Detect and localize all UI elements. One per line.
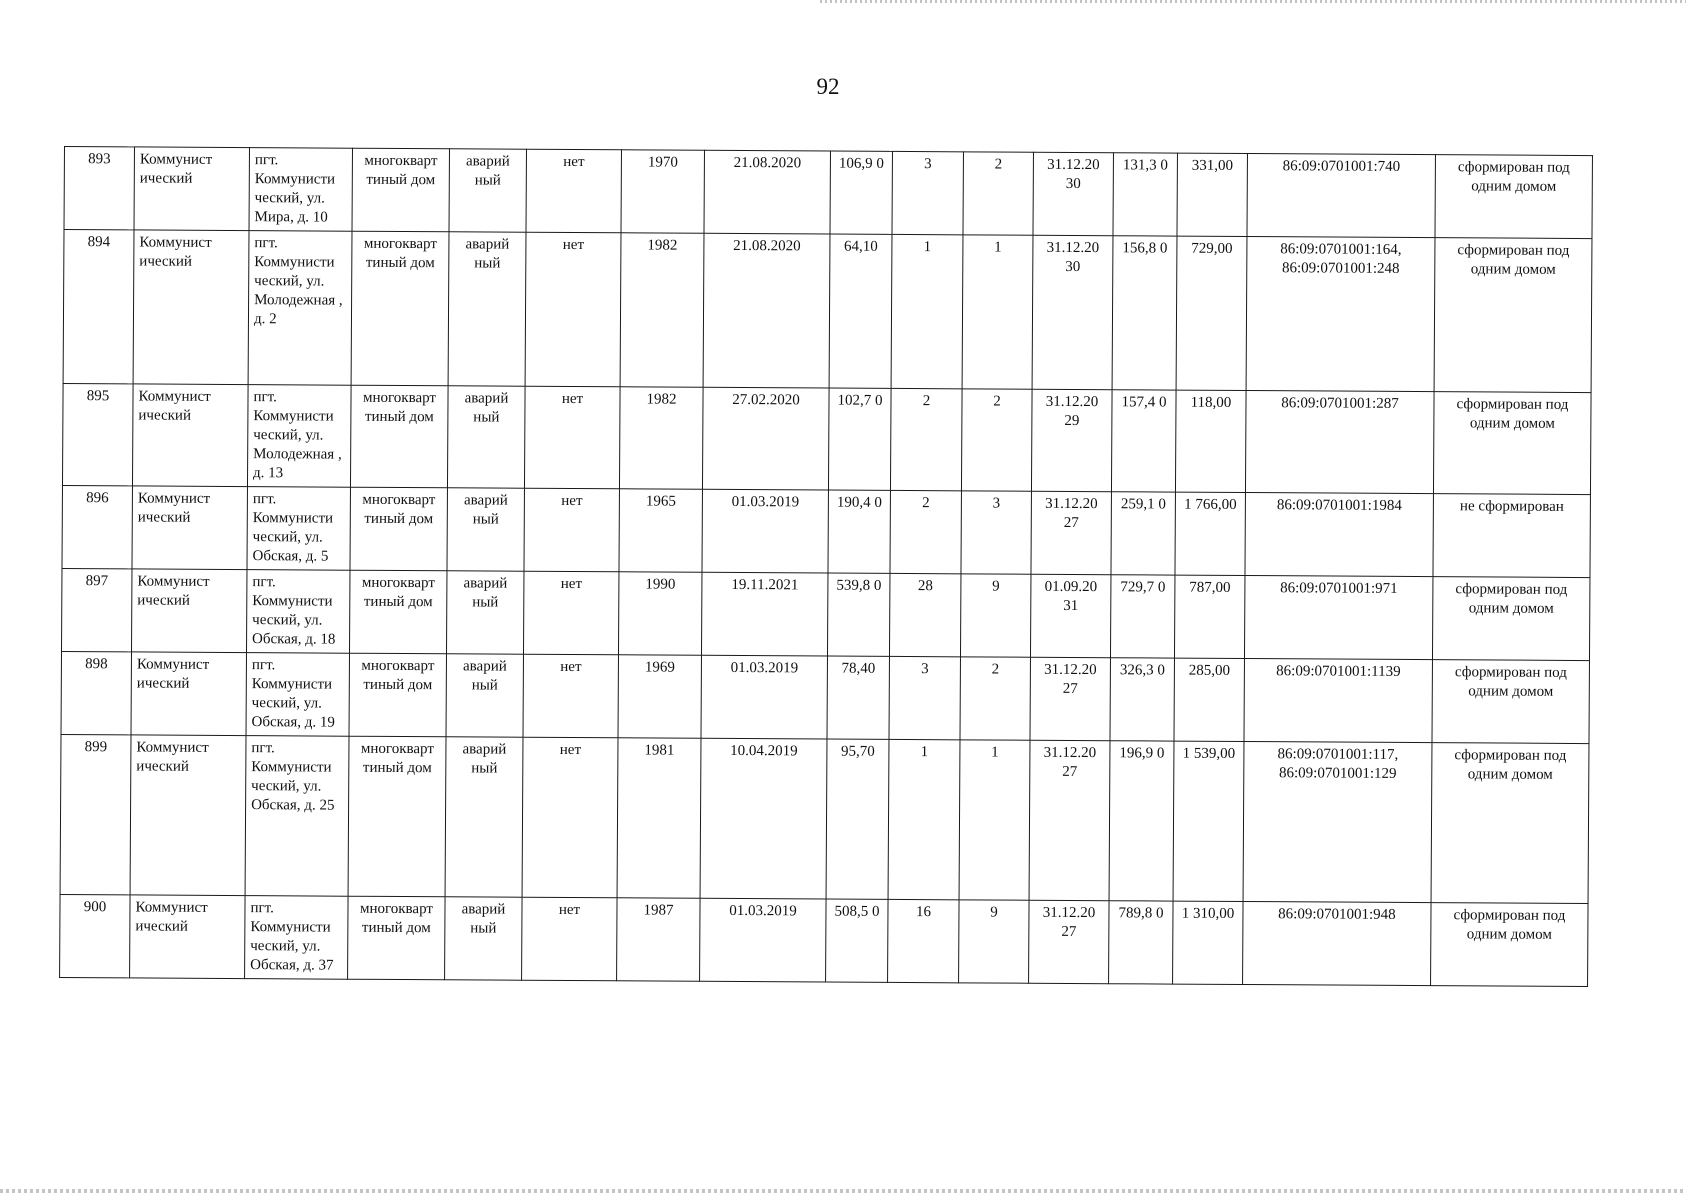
cell-row-number: 900 [60, 894, 130, 977]
cell-house-type: многокварт тиный дом [352, 148, 449, 232]
cell-date: 10.04.2019 [700, 738, 827, 899]
cell-land-area: 331,00 [1177, 153, 1247, 236]
cell-count-a: 2 [890, 388, 962, 490]
cell-deadline: 31.12.20 27 [1030, 657, 1110, 740]
cell-house-type: многокварт тиный дом [348, 896, 445, 980]
cell-municipality: Коммунист ический [132, 384, 248, 487]
cell-municipality: Коммунист ический [134, 147, 249, 231]
table-row [64, 147, 1592, 239]
cell-count-a: 3 [892, 151, 963, 234]
cell-year: 1965 [619, 489, 702, 572]
cell-municipality: Коммунист ический [130, 735, 246, 896]
cell-condition: аварий ный [448, 232, 526, 386]
table-row [60, 734, 1589, 903]
cell-flag: нет [526, 149, 621, 233]
cell-land-area: 118,00 [1175, 390, 1246, 492]
cell-condition: аварий ный [445, 897, 522, 980]
cell-area-2: 131,3 0 [1113, 153, 1177, 236]
cell-house-type: многокварт тиный дом [349, 653, 446, 737]
cell-house-type: многокварт тиный дом [350, 385, 448, 488]
cell-land-area: 729,00 [1176, 236, 1247, 390]
cell-land-status: сформирован под одним домом [1432, 660, 1589, 744]
cell-land-area: 285,00 [1174, 658, 1244, 741]
table-row [63, 230, 1592, 393]
cell-area-2: 156,8 0 [1112, 236, 1177, 390]
cell-area-2: 157,4 0 [1111, 390, 1176, 492]
cell-area-2: 789,8 0 [1109, 901, 1173, 984]
cell-year: 1987 [617, 898, 700, 981]
cell-date: 21.08.2020 [703, 233, 830, 388]
cell-count-a: 16 [888, 899, 959, 982]
cell-count-a: 1 [888, 739, 960, 899]
cell-municipality: Коммунист ический [130, 895, 245, 979]
table-body [60, 147, 1593, 987]
cell-land-status: сформирован под одним домом [1435, 155, 1592, 239]
cell-cadastral-number: 86:09:0701001:971 [1244, 576, 1432, 660]
cell-area: 78,40 [827, 656, 889, 739]
cell-area: 508,5 0 [826, 899, 888, 982]
cell-cadastral-number: 86:09:0701001:164, 86:09:0701001:248 [1246, 237, 1435, 392]
cell-count-a: 28 [889, 573, 960, 656]
cell-date: 01.03.2019 [702, 489, 828, 573]
cell-year: 1990 [618, 572, 701, 655]
table-row [61, 651, 1589, 743]
cell-land-status: сформирован под одним домом [1434, 238, 1592, 393]
cell-area: 106,9 0 [830, 151, 892, 234]
cell-house-type: многокварт тиный дом [349, 570, 446, 654]
cell-area: 95,70 [826, 739, 889, 899]
cell-count-a: 3 [889, 656, 960, 739]
cell-land-area: 1 310,00 [1173, 901, 1243, 984]
cell-condition: аварий ный [446, 571, 523, 654]
cell-condition: аварий ный [446, 654, 523, 737]
cell-land-area: 1 539,00 [1173, 741, 1244, 901]
cell-cadastral-number: 86:09:0701001:1139 [1244, 659, 1432, 743]
cell-land-status: сформирован под одним домом [1433, 392, 1591, 495]
cell-cadastral-number: 86:09:0701001:948 [1243, 902, 1431, 986]
cell-municipality: Коммунист ический [132, 486, 247, 570]
cell-municipality: Коммунист ический [131, 569, 246, 653]
cell-flag: нет [522, 737, 618, 898]
cell-flag: нет [524, 386, 620, 489]
cell-land-status: сформирован под одним домом [1432, 577, 1589, 661]
cell-row-number: 899 [60, 734, 131, 894]
cell-land-area: 787,00 [1174, 575, 1244, 658]
cell-count-b: 2 [960, 657, 1030, 740]
cell-condition: аварий ный [447, 488, 524, 571]
cell-flag: нет [524, 488, 619, 572]
cell-flag: нет [523, 571, 618, 655]
cell-row-number: 896 [62, 485, 132, 568]
cell-row-number: 895 [62, 383, 133, 485]
cell-count-a: 1 [891, 234, 963, 388]
cell-cadastral-number: 86:09:0701001:117, 86:09:0701001:129 [1243, 742, 1432, 903]
cell-address: пгт. Коммунисти ческий, ул. Обская, д. 37 [245, 896, 348, 980]
cell-area-2: 259,1 0 [1111, 492, 1175, 575]
cell-deadline: 31.12.20 29 [1031, 389, 1112, 491]
cell-land-status: сформирован под одним домом [1431, 903, 1588, 987]
cell-area: 190,4 0 [828, 490, 890, 573]
cell-condition: аварий ный [445, 737, 523, 897]
table-row [60, 894, 1588, 986]
cell-count-a: 2 [890, 490, 961, 573]
cell-address: пгт. Коммунисти ческий, ул. Обская, д. 19 [246, 653, 349, 737]
cell-deadline: 31.12.20 27 [1031, 491, 1111, 574]
cell-house-type: многокварт тиный дом [351, 231, 449, 386]
cell-municipality: Коммунист ический [131, 652, 246, 736]
cell-condition: аварий ный [447, 386, 525, 488]
cell-land-status: не сформирован [1433, 494, 1590, 578]
cell-count-b: 2 [963, 152, 1033, 235]
cell-count-b: 9 [960, 574, 1030, 657]
cell-area-2: 326,3 0 [1110, 658, 1174, 741]
cell-cadastral-number: 86:09:0701001:740 [1247, 154, 1435, 238]
cell-row-number: 893 [64, 147, 134, 230]
scan-edge-bottom [0, 1189, 1686, 1193]
cell-deadline: 01.09.20 31 [1030, 574, 1110, 657]
cell-area: 102,7 0 [828, 388, 891, 490]
cell-count-b: 3 [961, 491, 1031, 574]
cell-date: 21.08.2020 [704, 150, 830, 234]
cell-count-b: 1 [959, 740, 1030, 900]
cell-condition: аварий ный [449, 149, 526, 232]
cell-area-2: 729,7 0 [1110, 575, 1174, 658]
cell-count-b: 9 [959, 900, 1029, 983]
cell-year: 1981 [617, 738, 701, 898]
cell-address: пгт. Коммунисти ческий, ул. Молодежная , д. 2 [248, 231, 352, 386]
cell-year: 1970 [621, 150, 704, 233]
housing-registry-table [59, 146, 1593, 987]
cell-year: 1969 [618, 655, 701, 738]
cell-area: 64,10 [829, 234, 892, 388]
cell-address: пгт. Коммунисти ческий, ул. Обская, д. 5 [247, 487, 350, 571]
page-number: 92 [816, 74, 840, 99]
table-row [62, 383, 1591, 494]
cell-cadastral-number: 86:09:0701001:287 [1245, 391, 1434, 494]
cell-deadline: 31.12.20 30 [1032, 235, 1113, 389]
table-row [62, 485, 1590, 577]
cell-address: пгт. Коммунисти ческий, ул. Обская, д. 18 [246, 570, 349, 654]
cell-address: пгт. Коммунисти ческий, ул. Молодежная , д. 13 [247, 385, 351, 488]
cell-flag: нет [525, 232, 621, 387]
table-row [62, 568, 1590, 660]
cell-date: 01.03.2019 [701, 655, 827, 739]
cell-land-area: 1 766,00 [1175, 492, 1245, 575]
cell-row-number: 897 [62, 568, 132, 651]
cell-deadline: 31.12.20 30 [1033, 152, 1113, 235]
cell-house-type: многокварт тиный дом [348, 736, 446, 897]
cell-row-number: 898 [61, 651, 131, 734]
cell-area-2: 196,9 0 [1109, 741, 1174, 901]
cell-year: 1982 [620, 233, 704, 387]
cell-date: 19.11.2021 [701, 572, 827, 656]
cell-count-b: 2 [961, 389, 1032, 491]
cell-address: пгт. Коммунисти ческий, ул. Обская, д. 25 [245, 736, 349, 897]
cell-date: 27.02.2020 [702, 387, 829, 490]
cell-address: пгт. Коммунисти ческий, ул. Мира, д. 10 [249, 148, 352, 232]
cell-date: 01.03.2019 [700, 898, 826, 982]
cell-area: 539,8 0 [827, 573, 889, 656]
cell-deadline: 31.12.20 27 [1029, 740, 1110, 900]
cell-count-b: 1 [962, 235, 1033, 389]
cell-cadastral-number: 86:09:0701001:1984 [1245, 493, 1433, 577]
cell-flag: нет [523, 654, 618, 738]
cell-flag: нет [522, 897, 617, 981]
cell-row-number: 894 [63, 230, 134, 384]
cell-municipality: Коммунист ический [133, 230, 249, 385]
scan-edge-top [820, 0, 1686, 3]
cell-year: 1982 [619, 387, 703, 489]
cell-house-type: многокварт тиный дом [350, 487, 447, 571]
cell-deadline: 31.12.20 27 [1029, 900, 1109, 983]
cell-land-status: сформирован под одним домом [1431, 743, 1589, 904]
